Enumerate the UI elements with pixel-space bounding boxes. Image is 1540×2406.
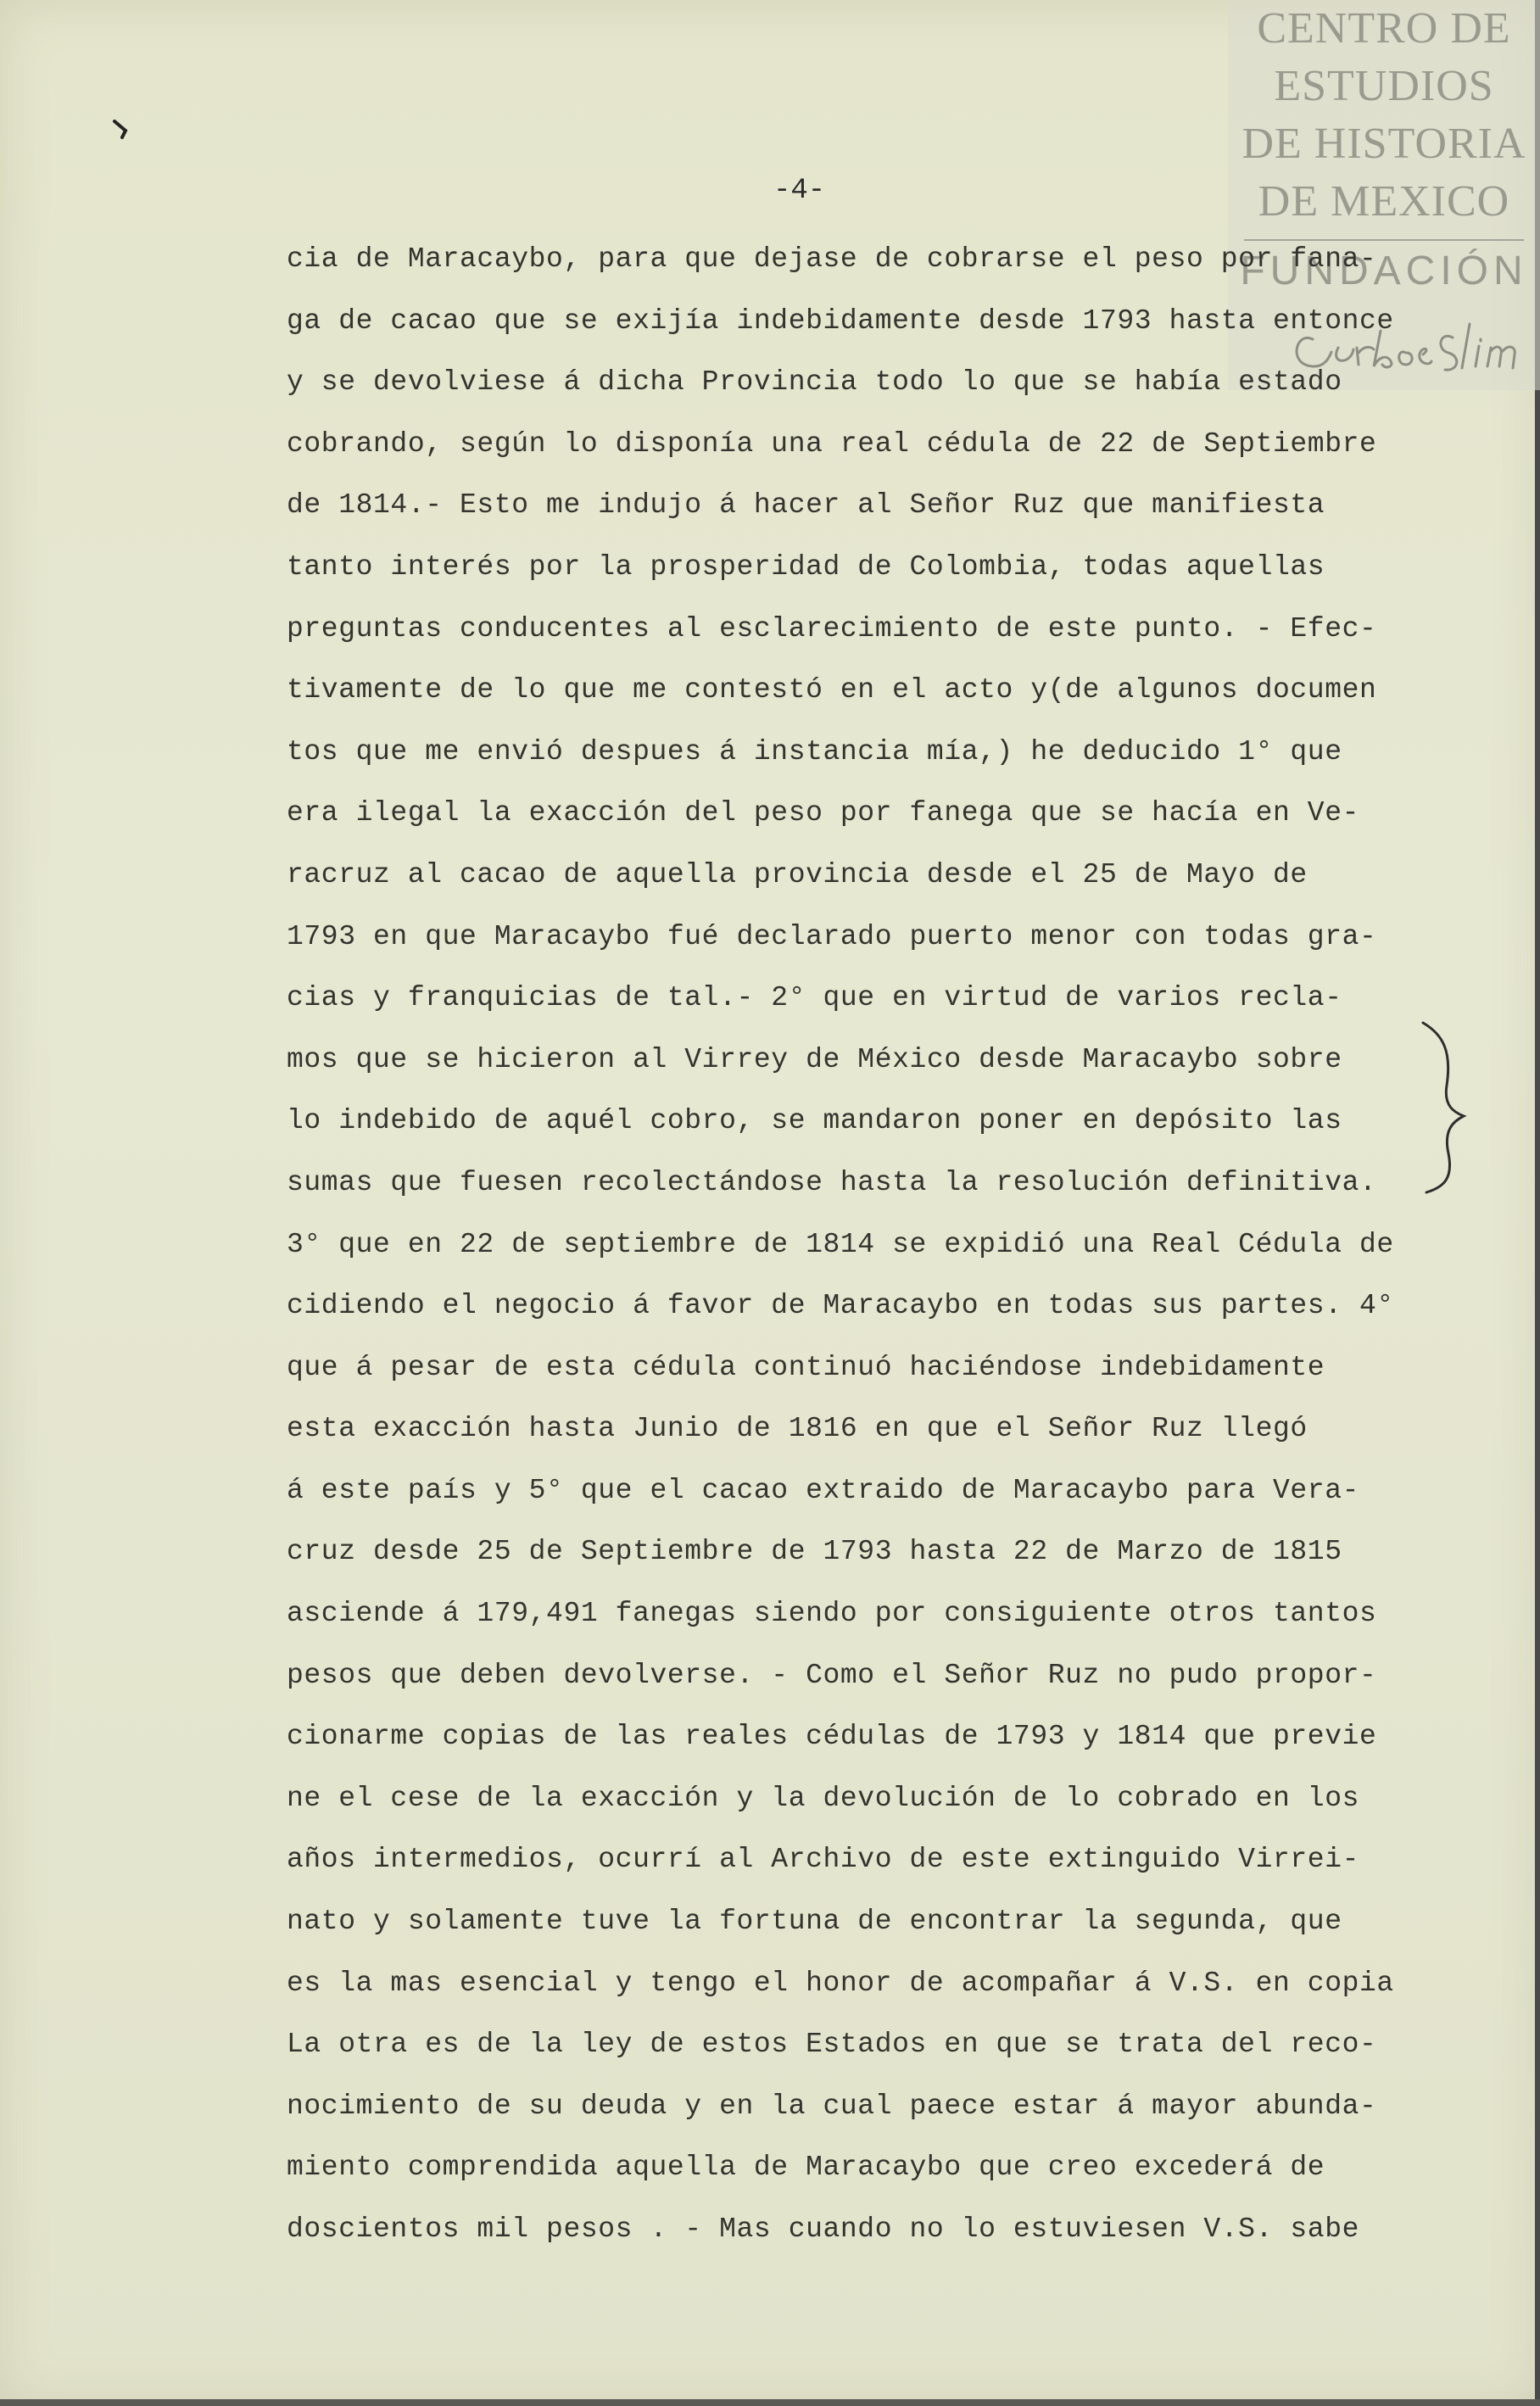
- text-line: 3° que en 22 de septiembre de 1814 se expidió una Real Cédula de: [287, 1228, 1394, 1260]
- text-line: racruz al cacao de aquella provincia desde el 25 de Mayo de: [287, 858, 1308, 890]
- text-line: años intermedios, ocurrí al Archivo de este extinguido Virrei-: [287, 1844, 1359, 1876]
- text-line: nocimiento de su deuda y en la cual paece estar á mayor abunda-: [287, 2090, 1377, 2122]
- text-line: tanto interés por la prosperidad de Colombia, todas aquellas: [287, 550, 1325, 583]
- stamp-line-1: CENTRO DE: [1257, 4, 1511, 53]
- text-line: que á pesar de esta cédula continuó haciéndose indebidamente: [287, 1351, 1325, 1383]
- page-number: -4-: [773, 175, 826, 207]
- pen-tick-mark: [112, 119, 131, 141]
- text-line: cia de Maracaybo, para que dejase de cobrarse el peso por fana-: [287, 243, 1377, 275]
- stamp-line-2: ESTUDIOS: [1274, 62, 1494, 110]
- text-line: miento comprendida aquella de Maracaybo que creo excederá de: [287, 2152, 1325, 2184]
- text-line: cobrando, según lo disponía una real cédula de 22 de Septiembre: [287, 427, 1377, 460]
- text-line: ga de cacao que se exijía indebidamente desde 1793 hasta entonce: [287, 304, 1394, 337]
- text-line: cruz desde 25 de Septiembre de 1793 hasta 22 de Marzo de 1815: [287, 1536, 1342, 1568]
- text-line: sumas que fuesen recolectándose hasta la resolución definitiva.: [287, 1166, 1377, 1198]
- stamp-foundation: FUNDACIÓN: [1240, 248, 1528, 293]
- text-line: tivamente de lo que me contestó en el acto y(de algunos documen: [287, 674, 1377, 706]
- stamp-line-3: DE HISTORIA: [1241, 120, 1526, 168]
- text-line: es la mas esencial y tengo el honor de acompañar á V.S. en copia: [287, 1967, 1394, 1999]
- text-line: preguntas conducentes al esclarecimiento de este punto. - Efec-: [287, 612, 1377, 645]
- text-line: tos que me envió despues á instancia mía,) he deducido 1° que: [287, 735, 1342, 768]
- text-line: La otra es de la ley de estos Estados en que se trata del reco-: [287, 2029, 1377, 2061]
- text-line: de 1814.- Esto me indujo á hacer al Señor Ruz que manifiesta: [287, 489, 1325, 522]
- text-line: asciende á 179,491 fanegas siendo por consiguiente otros tantos: [287, 1598, 1377, 1630]
- marginal-brace-mark: [1418, 1018, 1469, 1196]
- text-line: doscientos mil pesos . - Mas cuando no lo estuviesen V.S. sabe: [287, 2213, 1359, 2245]
- text-line: cidiendo el negocio á favor de Maracaybo en todas sus partes. 4°: [287, 1290, 1394, 1322]
- stamp-line-4: DE MEXICO: [1258, 177, 1510, 226]
- text-line: era ilegal la exacción del peso por fanega que se hacía en Ve-: [287, 797, 1359, 829]
- text-line: cias y franquicias de tal.- 2° que en virtud de varios recla-: [287, 982, 1342, 1014]
- text-line: 1793 en que Maracaybo fué declarado puerto menor con todas gra-: [287, 920, 1377, 952]
- page-bottom-edge: [0, 2399, 1540, 2406]
- text-line: nato y solamente tuve la fortuna de encontrar la segunda, que: [287, 1906, 1342, 1938]
- text-line: mos que se hicieron al Virrey de México desde Maracaybo sobre: [287, 1043, 1342, 1075]
- letter-body: [287, 229, 1474, 2261]
- text-line: á este país y 5° que el cacao extraido de Maracaybo para Vera-: [287, 1474, 1359, 1506]
- text-line: lo indebido de aquél cobro, se mandaron poner en depósito las: [287, 1105, 1342, 1137]
- text-line: ne el cese de la exacción y la devolución de lo cobrado en los: [287, 1782, 1359, 1814]
- text-line: esta exacción hasta Junio de 1816 en que el Señor Ruz llegó: [287, 1413, 1308, 1445]
- text-line: y se devolviese á dicha Provincia todo lo que se había estado: [287, 366, 1342, 399]
- text-line: cionarme copias de las reales cédulas de 1793 y 1814 que previe: [287, 1721, 1377, 1753]
- text-line: pesos que deben devolverse. - Como el Señor Ruz no pudo propor-: [287, 1659, 1377, 1691]
